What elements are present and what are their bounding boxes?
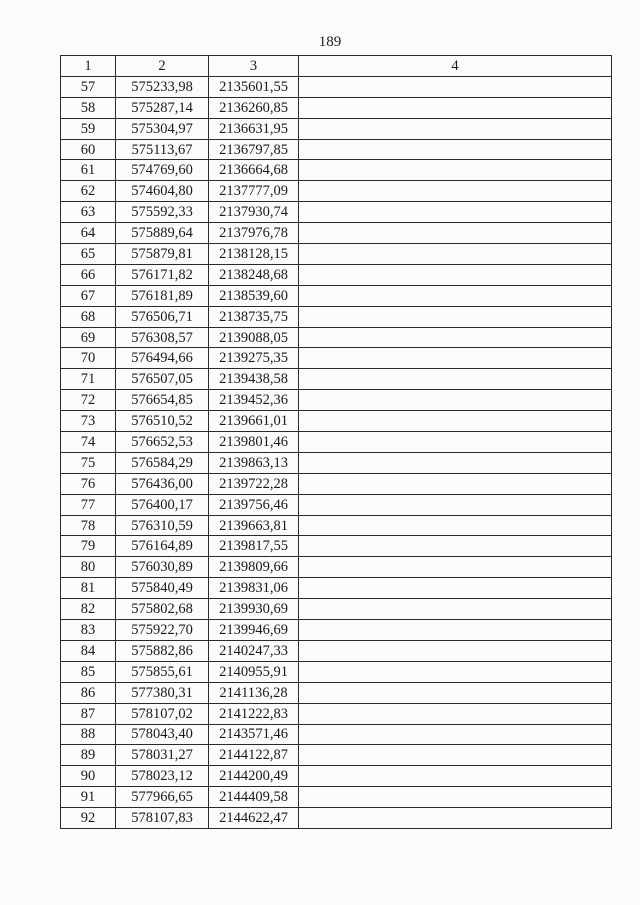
description-cell [299,390,612,411]
point-number-cell: 80 [61,557,116,578]
point-number-cell: 84 [61,640,116,661]
x-coordinate-cell: 578107,83 [116,808,209,829]
y-coordinate-cell: 2139801,46 [209,432,299,453]
table-row [61,223,612,244]
point-number-cell: 62 [61,181,116,202]
x-coordinate-cell: 576654,85 [116,390,209,411]
table-row [61,160,612,181]
description-cell [299,703,612,724]
x-coordinate-cell: 575922,70 [116,620,209,641]
y-coordinate-cell: 2136631,95 [209,118,299,139]
point-number-cell: 59 [61,118,116,139]
x-coordinate-cell: 577380,31 [116,682,209,703]
point-number-cell: 58 [61,97,116,118]
x-coordinate-cell: 576652,53 [116,432,209,453]
x-coordinate-cell: 576584,29 [116,452,209,473]
point-number-cell: 69 [61,327,116,348]
table-row [61,473,612,494]
description-cell [299,97,612,118]
description-cell [299,745,612,766]
table-row [61,515,612,536]
description-cell [299,244,612,265]
description-cell [299,369,612,390]
description-cell [299,285,612,306]
y-coordinate-cell: 2143571,46 [209,724,299,745]
table-row [61,787,612,808]
point-number-cell: 67 [61,285,116,306]
x-coordinate-cell: 576510,52 [116,411,209,432]
x-coordinate-cell: 576030,89 [116,557,209,578]
description-cell [299,160,612,181]
point-number-cell: 64 [61,223,116,244]
y-coordinate-cell: 2144622,47 [209,808,299,829]
description-cell [299,620,612,641]
table-row [61,181,612,202]
table-header-row [61,56,612,77]
coordinates-table [60,55,612,829]
point-number-cell: 68 [61,306,116,327]
y-coordinate-cell: 2136664,68 [209,160,299,181]
point-number-cell: 57 [61,76,116,97]
point-number-cell: 79 [61,536,116,557]
description-cell [299,557,612,578]
x-coordinate-cell: 575802,68 [116,599,209,620]
point-number-cell: 78 [61,515,116,536]
point-number-cell: 91 [61,787,116,808]
y-coordinate-cell: 2139817,55 [209,536,299,557]
description-cell [299,76,612,97]
table-row [61,640,612,661]
table-row [61,348,612,369]
table-row [61,97,612,118]
y-coordinate-cell: 2138128,15 [209,244,299,265]
y-coordinate-cell: 2139809,66 [209,557,299,578]
point-number-cell: 71 [61,369,116,390]
description-cell [299,536,612,557]
x-coordinate-cell: 576400,17 [116,494,209,515]
point-number-cell: 74 [61,432,116,453]
x-coordinate-cell: 575879,81 [116,244,209,265]
y-coordinate-cell: 2139438,58 [209,369,299,390]
description-cell [299,118,612,139]
table-row [61,557,612,578]
x-coordinate-cell: 574769,60 [116,160,209,181]
point-number-cell: 77 [61,494,116,515]
table-row [61,139,612,160]
table-row [61,76,612,97]
y-coordinate-cell: 2140955,91 [209,661,299,682]
x-coordinate-cell: 576494,66 [116,348,209,369]
x-coordinate-cell: 575287,14 [116,97,209,118]
y-coordinate-cell: 2139088,05 [209,327,299,348]
description-cell [299,306,612,327]
table-row [61,327,612,348]
y-coordinate-cell: 2138735,75 [209,306,299,327]
table-row [61,745,612,766]
table-row [61,494,612,515]
point-number-cell: 89 [61,745,116,766]
y-coordinate-cell: 2137930,74 [209,202,299,223]
point-number-cell: 81 [61,578,116,599]
column-header-4: 4 [299,56,612,77]
point-number-cell: 86 [61,682,116,703]
description-cell [299,766,612,787]
x-coordinate-cell: 576506,71 [116,306,209,327]
x-coordinate-cell: 576181,89 [116,285,209,306]
description-cell [299,348,612,369]
y-coordinate-cell: 2137777,09 [209,181,299,202]
point-number-cell: 70 [61,348,116,369]
table-body [61,76,612,828]
description-cell [299,724,612,745]
x-coordinate-cell: 576436,00 [116,473,209,494]
table-row [61,620,612,641]
point-number-cell: 63 [61,202,116,223]
table-row [61,285,612,306]
table-row [61,724,612,745]
x-coordinate-cell: 578023,12 [116,766,209,787]
description-cell [299,473,612,494]
point-number-cell: 60 [61,139,116,160]
description-cell [299,494,612,515]
x-coordinate-cell: 576171,82 [116,264,209,285]
y-coordinate-cell: 2138248,68 [209,264,299,285]
description-cell [299,515,612,536]
description-cell [299,682,612,703]
table-row [61,452,612,473]
y-coordinate-cell: 2135601,55 [209,76,299,97]
point-number-cell: 65 [61,244,116,265]
description-cell [299,787,612,808]
x-coordinate-cell: 575889,64 [116,223,209,244]
description-cell [299,599,612,620]
table-row [61,411,612,432]
table-row [61,661,612,682]
table-row [61,766,612,787]
point-number-cell: 66 [61,264,116,285]
column-header-2: 2 [116,56,209,77]
description-cell [299,452,612,473]
point-number-cell: 82 [61,599,116,620]
y-coordinate-cell: 2136260,85 [209,97,299,118]
point-number-cell: 85 [61,661,116,682]
y-coordinate-cell: 2144409,58 [209,787,299,808]
point-number-cell: 72 [61,390,116,411]
y-coordinate-cell: 2139275,35 [209,348,299,369]
description-cell [299,139,612,160]
x-coordinate-cell: 576164,89 [116,536,209,557]
table-row [61,703,612,724]
x-coordinate-cell: 576310,59 [116,515,209,536]
point-number-cell: 87 [61,703,116,724]
table-row [61,536,612,557]
description-cell [299,202,612,223]
description-cell [299,640,612,661]
x-coordinate-cell: 578031,27 [116,745,209,766]
table-row [61,306,612,327]
y-coordinate-cell: 2144200,49 [209,766,299,787]
x-coordinate-cell: 575233,98 [116,76,209,97]
y-coordinate-cell: 2139661,01 [209,411,299,432]
point-number-cell: 73 [61,411,116,432]
table-row [61,202,612,223]
page-number: 189 [318,34,342,50]
table-row [61,369,612,390]
y-coordinate-cell: 2139663,81 [209,515,299,536]
point-number-cell: 90 [61,766,116,787]
y-coordinate-cell: 2141136,28 [209,682,299,703]
table-row [61,118,612,139]
table-row [61,264,612,285]
y-coordinate-cell: 2139756,46 [209,494,299,515]
description-cell [299,264,612,285]
y-coordinate-cell: 2139831,06 [209,578,299,599]
x-coordinate-cell: 575855,61 [116,661,209,682]
column-header-3: 3 [209,56,299,77]
x-coordinate-cell: 578043,40 [116,724,209,745]
x-coordinate-cell: 574604,80 [116,181,209,202]
description-cell [299,181,612,202]
description-cell [299,661,612,682]
y-coordinate-cell: 2139863,13 [209,452,299,473]
y-coordinate-cell: 2138539,60 [209,285,299,306]
description-cell [299,808,612,829]
x-coordinate-cell: 575592,33 [116,202,209,223]
table-row [61,244,612,265]
description-cell [299,327,612,348]
table-row [61,390,612,411]
y-coordinate-cell: 2141222,83 [209,703,299,724]
y-coordinate-cell: 2144122,87 [209,745,299,766]
y-coordinate-cell: 2137976,78 [209,223,299,244]
table-row [61,682,612,703]
description-cell [299,223,612,244]
table-row [61,432,612,453]
x-coordinate-cell: 575113,67 [116,139,209,160]
x-coordinate-cell: 575304,97 [116,118,209,139]
point-number-cell: 75 [61,452,116,473]
description-cell [299,432,612,453]
description-cell [299,578,612,599]
point-number-cell: 92 [61,808,116,829]
point-number-cell: 61 [61,160,116,181]
point-number-cell: 88 [61,724,116,745]
y-coordinate-cell: 2136797,85 [209,139,299,160]
y-coordinate-cell: 2139722,28 [209,473,299,494]
x-coordinate-cell: 577966,65 [116,787,209,808]
table-row [61,578,612,599]
point-number-cell: 76 [61,473,116,494]
description-cell [299,411,612,432]
x-coordinate-cell: 578107,02 [116,703,209,724]
x-coordinate-cell: 575840,49 [116,578,209,599]
y-coordinate-cell: 2139946,69 [209,620,299,641]
y-coordinate-cell: 2139930,69 [209,599,299,620]
x-coordinate-cell: 576308,57 [116,327,209,348]
table-row [61,808,612,829]
x-coordinate-cell: 575882,86 [116,640,209,661]
y-coordinate-cell: 2139452,36 [209,390,299,411]
y-coordinate-cell: 2140247,33 [209,640,299,661]
column-header-1: 1 [61,56,116,77]
x-coordinate-cell: 576507,05 [116,369,209,390]
point-number-cell: 83 [61,620,116,641]
table-row [61,599,612,620]
